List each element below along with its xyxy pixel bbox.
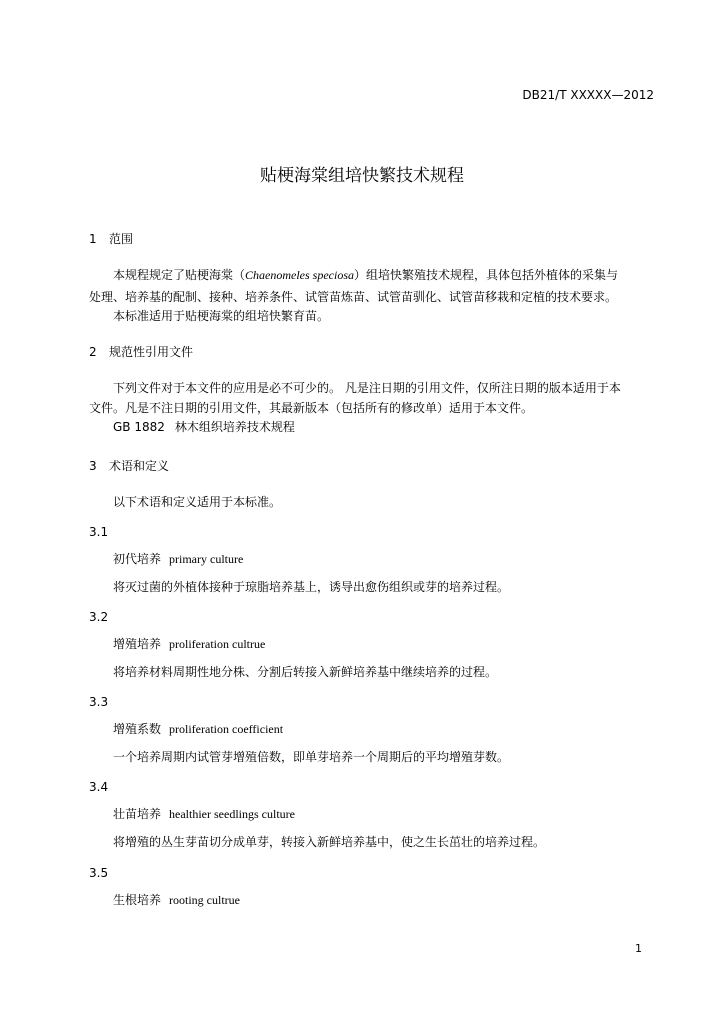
- section-1-heading: [89, 232, 133, 246]
- section-number: 2: [89, 345, 97, 359]
- term-cn: 增殖系数: [113, 722, 162, 736]
- term-heading: [113, 807, 295, 821]
- term-number: 3.2: [89, 610, 109, 624]
- standard-code: DB21/T XXXXX—2012: [522, 88, 654, 102]
- section-number: 3: [89, 459, 97, 473]
- document-title: 贴梗海棠组培快繁技术规程: [260, 166, 464, 186]
- term-cn: 壮苗培养: [113, 807, 162, 821]
- section-3-heading: [89, 459, 169, 473]
- section-1-paragraph-1-line-1: [113, 268, 618, 282]
- term-cn: 生根培养: [113, 893, 162, 907]
- term-number: 3.5: [89, 866, 109, 880]
- term-en: primary culture: [169, 552, 244, 566]
- term-definition: 将增殖的丛生芽苗切分成单芽，转接入新鲜培养基中，使之生长茁壮的培养过程。: [113, 835, 546, 849]
- reference-title: 林木组织培养技术规程: [174, 420, 295, 434]
- term-definition: 将培养材料周期性地分株、分割后转接入新鲜培养基中继续培养的过程。: [113, 665, 498, 679]
- term-definition: 将灭过菌的外植体接种于琼脂培养基上，诱导出愈伤组织或芽的培养过程。: [113, 580, 510, 594]
- term-number: 3.4: [89, 780, 109, 794]
- term-en: proliferation coefficient: [169, 722, 284, 736]
- term-heading: [113, 552, 243, 566]
- section-1-paragraph-1-line-2: 处理、培养基的配制、接种、培养条件、试管苗炼苗、试管苗驯化、试管苗移栽和定植的技术要求。: [89, 290, 618, 304]
- reference-code: GB 1882: [113, 420, 165, 434]
- term-cn: 初代培养: [113, 552, 162, 566]
- term-en: rooting cultrue: [169, 893, 240, 907]
- term-cn: 增殖培养: [113, 637, 162, 651]
- term-number: 3.3: [89, 695, 109, 709]
- section-2-heading: [89, 345, 193, 359]
- section-title: 范围: [109, 232, 134, 246]
- latin-name: Chaenomeles speciosa: [245, 268, 354, 282]
- section-title: 术语和定义: [109, 459, 170, 473]
- term-number: 3.1: [89, 525, 109, 539]
- term-heading: [113, 722, 283, 736]
- term-heading: [113, 637, 265, 651]
- term-en: healthier seedlings culture: [169, 807, 295, 821]
- term-heading: [113, 893, 240, 907]
- page-number: 1: [635, 942, 642, 955]
- section-1-paragraph-2: 本标准适用于贴梗海棠的组培快繁育苗。: [113, 309, 330, 323]
- term-definition: 一个培养周期内试管芽增殖倍数，即单芽培养一个周期后的平均增殖芽数。: [113, 750, 510, 764]
- section-number: 1: [89, 232, 97, 246]
- term-en: proliferation cultrue: [169, 637, 266, 651]
- text-span: ）组培快繁殖技术规程，具体包括外植体的采集与: [354, 268, 619, 282]
- section-3-intro: 以下术语和定义适用于本标准。: [113, 495, 282, 509]
- section-2-paragraph-1-line-1: 下列文件对于本文件的应用是必不可少的。 凡是注日期的引用文件，仅所注日期的版本适用于本: [113, 381, 621, 395]
- normative-reference: [113, 420, 295, 434]
- text-span: 本规程规定了贴梗海棠（: [113, 268, 246, 282]
- section-title: 规范性引用文件: [109, 345, 194, 359]
- section-2-paragraph-1-line-2: 文件。凡是不注日期的引用文件，其最新版本（包括所有的修改单）适用于本文件。: [89, 401, 534, 415]
